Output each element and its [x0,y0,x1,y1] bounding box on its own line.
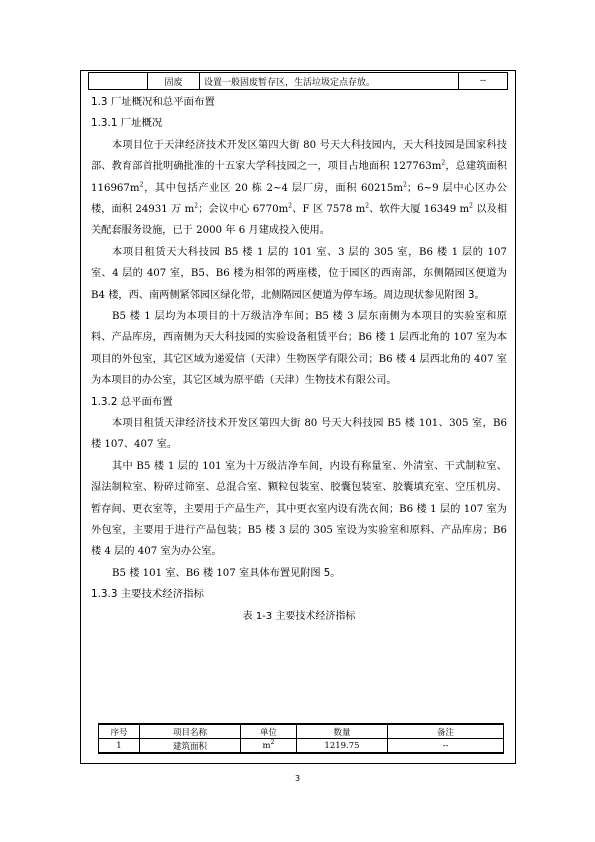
figure-reference: 附图 5 [300,567,331,579]
text-run: ；会议中心 6770m [198,204,289,215]
page-number: 3 [294,774,301,783]
section-heading-1-3-1: 1.3.1 厂址概况 [91,117,163,130]
paragraph-layout-2: 其中 B5 楼 1 层的 101 室为十万级洁净车间，内设有称量室、外清室、干式制粒室、湿法制粒室、粉碎过筛室、总混合室、颗粒包装室、胶囊包装室、胶囊填充室、空压机房、暂存间、更衣室等，主要用于产品生产，其中更衣室内设有洗衣间；B6 楼 1 层的 107 室为外包室，主要用于进行产品包装；B5 楼 3 层的 305 室设为实验室和原料、产品库房；B6 楼 4 层的 407 室为办公室。 [91,460,507,558]
table-row [99,739,504,754]
table-header: 单位 [241,724,297,739]
text-run: m [262,740,271,751]
document-body [91,92,507,627]
indicator-table [98,723,504,754]
superscript: 2 [469,202,473,210]
paragraph-layout-1: 本项目租赁天津经济技术开发区第四大街 80 号天大科技园 B5 楼 101、305 室，B6 楼 107、407 室。 [91,418,507,451]
table-header: 数量 [297,724,388,739]
superscript: 2 [365,202,370,210]
text-run: 以及相关配套服务设施，已于 2000 年 6 月建成投入使用。 [91,204,508,237]
superscript: 2 [139,181,144,189]
table-cell: -- [459,73,508,90]
section-heading-1-3-2: 1.3.2 总平面布置 [91,395,173,408]
text-run: 本项目位于天津经济技术开发区第四大街 80 号天大科技园内，天大科技园是国家科技部、教育部首批明确批准的十五家大学科技园之一，项目占地面积 127763m [91,139,507,173]
section-heading-1-3-3: 1.3.3 主要技术经济指标 [91,588,204,601]
superscript: 2 [288,202,293,210]
text-run: 、软件大厦 16349 m [369,204,470,215]
paragraph-layout-3 [91,563,507,584]
superscript: 2 [270,738,275,746]
table-cell: 1 [99,739,140,754]
table-cell [89,73,148,90]
text-run: ，其中包括产业区 20 栋 2~4 层厂房，面积 60215m [143,182,404,194]
table-cell: -- [388,739,504,754]
text-run: 。 [330,567,341,579]
text-run: ；6~9 层中心区办公楼，面积 24931 万 m [91,182,507,215]
table-caption: 表 1-3 主要技术经济指标 [242,610,356,622]
table-header: 备注 [388,724,504,739]
table-row [89,73,508,90]
superscript: 2 [403,181,407,189]
text-run: 、F 区 7578 m [292,204,366,215]
table-cell: 设置一般固废暂存区，生活垃圾定点存放。 [200,73,459,90]
text-run: B5 楼 101 室、B6 楼 107 室具体布置见 [112,567,301,579]
paragraph-lease-location [91,242,507,306]
table-cell: 建筑面积 [140,739,241,754]
table-cell: 固废 [148,73,200,90]
table-cell: 1219.75 [297,739,388,754]
superscript: 2 [194,202,199,210]
section-heading-1-3: 1.3 厂址概况和总平面布置 [91,96,215,108]
text-run: ，总建筑面积 116967m [91,161,507,194]
paragraph-floor-usage: B5 楼 1 层均为本项目的十万级洁净车间；B5 楼 3 层东南侧为本项目的实验室和原料、产品库房，西南侧为天大科技园的实验设备租赁平台；B6 楼 1 层西北角的 107 室为本项目的外包室，其它区域为递爱信（天津）生物医学有限公司；B6 楼 4 层西北角的 407 室为本项目的办公室，其它区域为原平皓（天津）生物技术有限公司。 [91,311,507,387]
table-header: 项目名称 [140,724,241,739]
text-run: 。 [474,289,485,301]
paragraph-site-overview [91,135,507,242]
figure-reference: 附图 3 [444,289,475,301]
table-cell [241,739,297,754]
superscript: 2 [441,159,446,167]
top-table [88,72,508,90]
table-header: 序号 [99,724,140,739]
table-header-row [99,724,504,739]
text-run: 本项目租赁天大科技园 B5 楼 1 层的 101 室、3 层的 305 室，B6 楼 1 层的 107 室、4 层的 407 室，B5、B6 楼为相邻的两座楼，位于园区的西南部，东侧隔园区便道为 B4 楼，西、南两侧紧邻园区绿化带，北侧隔园区便道为停车场。周边现状参见 [91,246,507,301]
